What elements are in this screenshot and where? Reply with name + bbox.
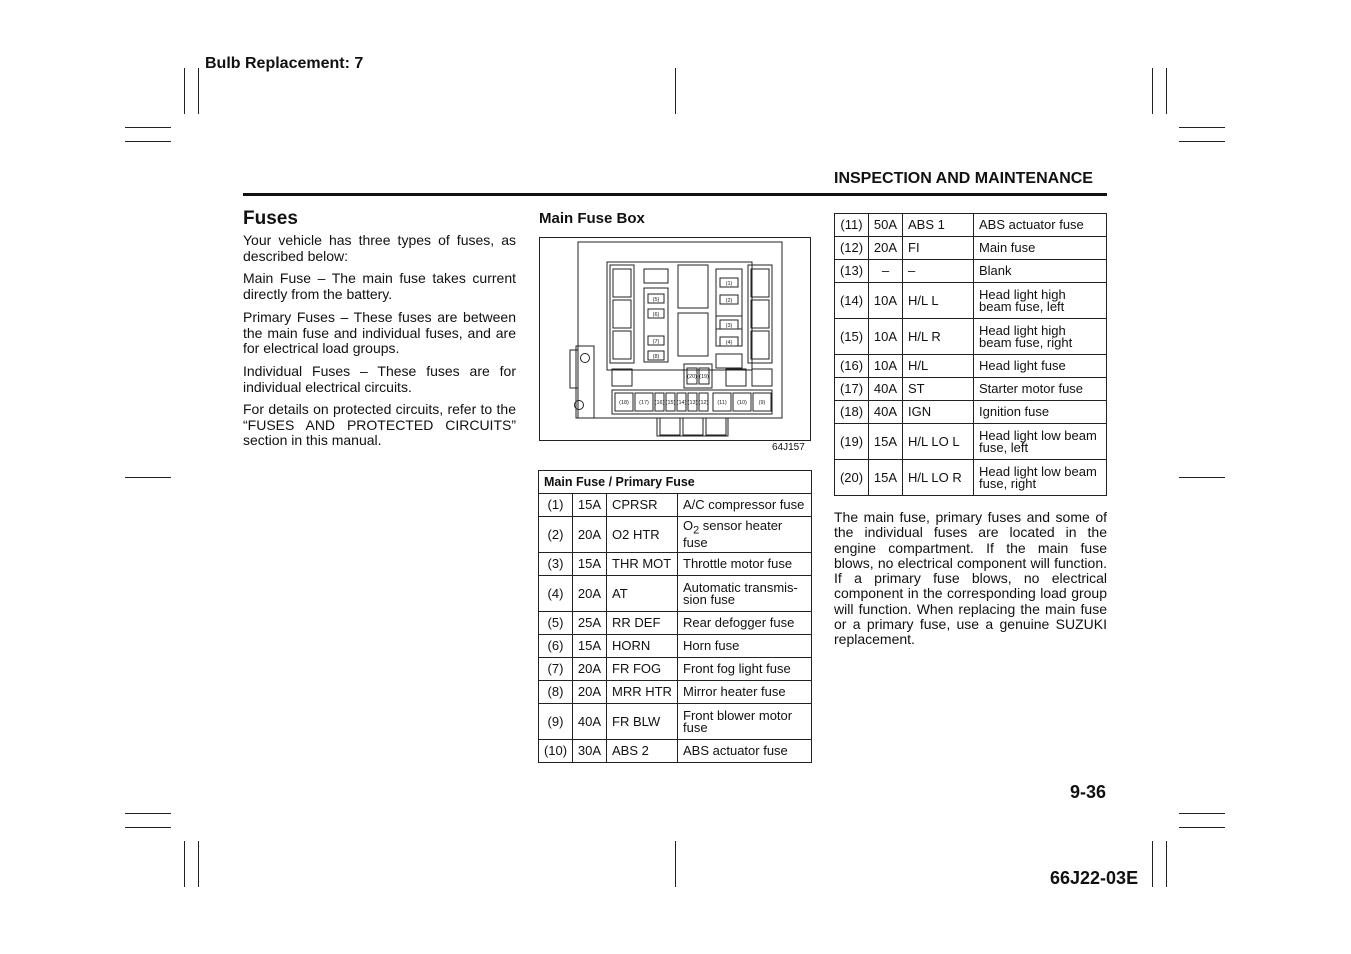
table-row: (17) 40A ST Starter motor fuse <box>835 378 1107 401</box>
table-row: (13) – – Blank <box>835 260 1107 283</box>
o2-sensor-desc: $O_2$ sensor heater fuse <box>678 517 812 553</box>
diagram-label-12: (12) <box>698 400 709 406</box>
diagram-label-2: (2) <box>725 298 733 304</box>
diagram-label-8: (8) <box>652 354 660 360</box>
table-row: (15) 10A H/L R Head light high beam fuse, right <box>835 319 1107 355</box>
document-code: 66J22-03E <box>1050 868 1139 888</box>
table-row: (6) 15A HORN Horn fuse <box>539 635 812 658</box>
fuse-box-illustration <box>540 238 810 440</box>
fuses-paragraph-2: Main Fuse – The main fuse takes current directly from the battery. <box>243 270 516 302</box>
diagram-label-7: (7) <box>652 339 660 345</box>
page-number: 9-36 <box>1070 782 1107 802</box>
diagram-label-14: (14) <box>676 400 687 406</box>
diagram-label-13: (13) <box>687 400 698 406</box>
diagram-label-4: (4) <box>725 340 733 346</box>
table-row: (20) 15A H/L LO R Head light low beam fuse, right <box>835 460 1107 496</box>
individual-fuse-table <box>834 213 1107 496</box>
table-row: (1) 15A CPRSR A/C compressor fuse <box>539 494 812 517</box>
table-row: (19) 15A H/L LO L Head light low beam fuse, left <box>835 424 1107 460</box>
table-row: (4) 20A AT Automatic transmis-sion fuse <box>539 576 812 612</box>
diagram-label-6: (6) <box>652 312 660 318</box>
main-fuse-box-heading: Main Fuse Box <box>539 210 645 227</box>
diagram-label-9: (9) <box>758 400 766 406</box>
fuses-paragraph-3: Primary Fuses – These fuses are between the main fuse and individual fuses, and are for electrical load groups. <box>243 309 516 356</box>
diagram-label-17: (17) <box>639 400 649 406</box>
header-rule <box>243 193 1107 196</box>
table-row: (3) 15A THR MOT Throttle motor fuse <box>539 553 812 576</box>
table-row: (12) 20A FI Main fuse <box>835 237 1107 260</box>
diagram-label-18: (18) <box>619 400 629 406</box>
table-row: (14) 10A H/L L Head light high beam fuse, left <box>835 283 1107 319</box>
section-header: INSPECTION AND MAINTENANCE <box>834 170 1093 187</box>
fuses-paragraph-5: For details on protected circuits, refer to the “FUSES AND PROTECTED CIRCUITS” section in this manual. <box>243 401 516 448</box>
table-row: (18) 40A IGN Ignition fuse <box>835 401 1107 424</box>
fuses-paragraph-1: Your vehicle has three types of fuses, as described below: <box>243 232 516 264</box>
table-row: (10) 30A ABS 2 ABS actuator fuse <box>539 740 812 763</box>
table-row: (8) 20A MRR HTR Mirror heater fuse <box>539 681 812 704</box>
diagram-label-15: (15) <box>665 400 676 406</box>
diagram-label-5: (5) <box>652 297 660 303</box>
fuses-paragraph-4: Individual Fuses – These fuses are for individual electrical circuits. <box>243 363 516 395</box>
diagram-label-11: (11) <box>717 400 727 406</box>
figure-code: 64J157 <box>772 442 805 453</box>
diagram-label-3: (3) <box>725 323 733 329</box>
chapter-header: Bulb Replacement: 7 <box>205 55 364 72</box>
table-caption: Main Fuse / Primary Fuse <box>539 471 812 494</box>
fuse-location-paragraph: The main fuse, primary fuses and some of the individual fuses are located in the engine compartment. If the main fuse blows, no electrical component will function. If a primary fuse blows, no electrical component in the corresponding load group will function. When replacing the main fuse or a primary fuse, use a genuine SUZUKI replacement. <box>834 509 1107 648</box>
table-row: (7) 20A FR FOG Front fog light fuse <box>539 658 812 681</box>
fuses-heading: Fuses <box>243 208 298 229</box>
table-row: (16) 10A H/L Head light fuse <box>835 355 1107 378</box>
diagram-label-10: (10) <box>737 400 747 406</box>
table-row: (11) 50A ABS 1 ABS actuator fuse <box>835 214 1107 237</box>
table-row: (2) 20A O2 HTR $O_2$ sensor heater fuse <box>539 517 812 553</box>
diagram-label-20: (20) <box>687 374 697 380</box>
table-row: (9) 40A FR BLW Front blower motor fuse <box>539 704 812 740</box>
diagram-label-1: (1) <box>725 281 733 287</box>
diagram-label-19: (19) <box>699 374 709 380</box>
table-row: (5) 25A RR DEF Rear defogger fuse <box>539 612 812 635</box>
diagram-label-16: (16) <box>654 400 665 406</box>
primary-fuse-table <box>538 470 812 763</box>
fuse-box-diagram <box>539 237 811 441</box>
